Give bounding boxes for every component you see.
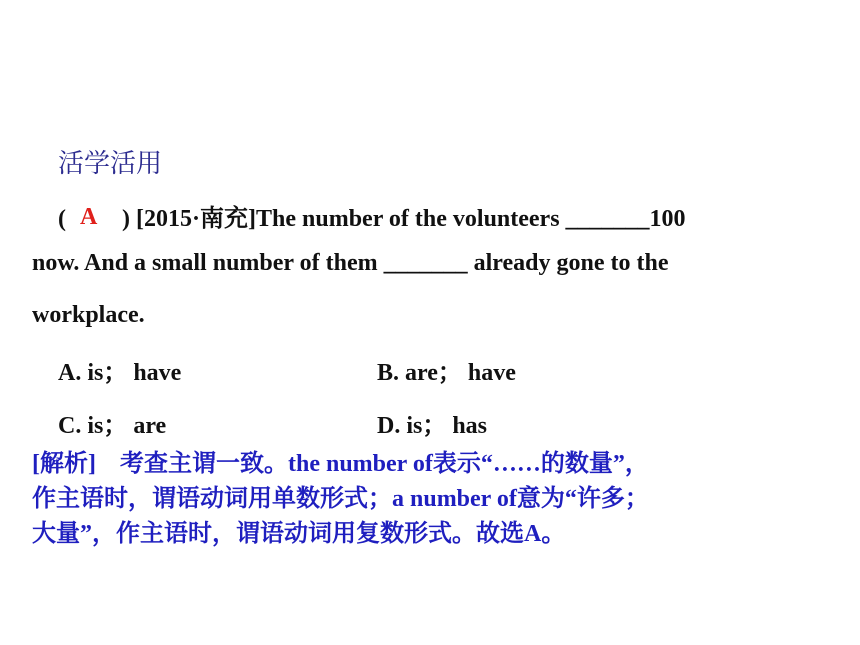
analysis-text-1: 考查主谓一致。the number of表示“……的数量”， — [119, 451, 649, 477]
option-d: D. is； has — [377, 413, 488, 439]
analysis-line-3: 大量”，作主语时，谓语动词用复数形式。故选A。 — [32, 521, 566, 547]
analysis-label: [解析] — [32, 451, 96, 477]
section-heading: 活学活用 — [58, 149, 163, 178]
close-paren: ) — [122, 206, 130, 232]
answer-letter: A — [80, 204, 98, 230]
option-c: C. is； are — [58, 413, 167, 439]
analysis-block — [32, 447, 822, 552]
question-text-1: The number of the volunteers _______100 — [256, 206, 686, 232]
open-paren: ( — [58, 206, 66, 232]
question-line-1 — [58, 198, 686, 233]
question-line-3: workplace. — [32, 302, 145, 328]
analysis-line-1 — [32, 447, 822, 482]
analysis-line-2: 作主语时，谓语动词用单数形式；a number of意为“许多； — [32, 486, 649, 512]
option-a: A. is； have — [58, 360, 182, 386]
question-line-2: now. And a small number of them _______ already gone to the — [32, 250, 669, 276]
option-b: B. are； have — [377, 360, 516, 386]
question-source: [2015·南充] — [136, 206, 256, 232]
